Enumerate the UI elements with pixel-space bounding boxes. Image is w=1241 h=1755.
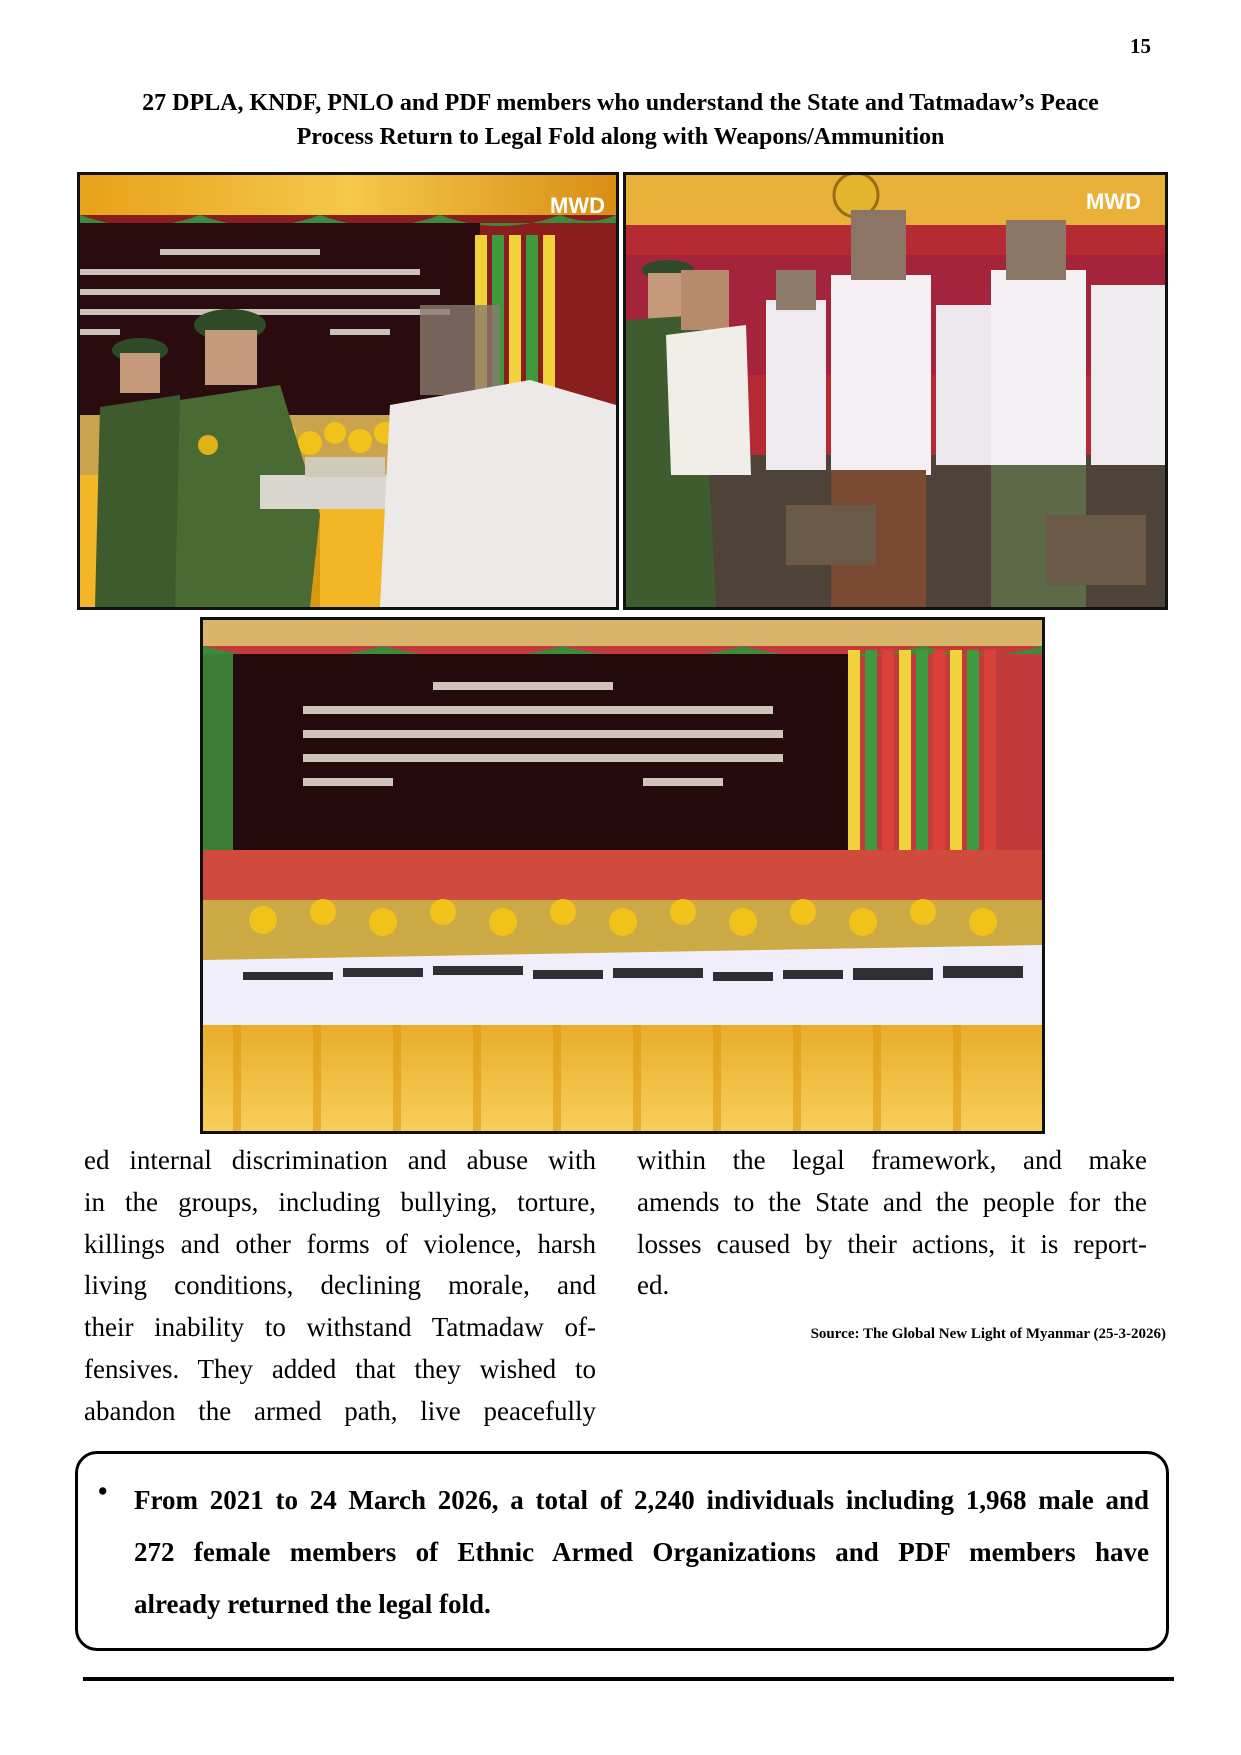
- article-line: in the groups, including bullying, torture,: [84, 1186, 596, 1217]
- callout-line: 272 female members of Ethnic Armed Organizations and PDF members have: [134, 1537, 1149, 1567]
- article-column-right: [637, 1140, 1147, 1307]
- title-line: Process Return to Legal Fold along with Weapons/Ammunition: [296, 124, 945, 150]
- photo-group: [623, 172, 1168, 610]
- article-column-left: [84, 1140, 596, 1433]
- footer-divider: [83, 1677, 1174, 1681]
- article-line: their inability to withstand Tatmadaw of-: [84, 1312, 596, 1343]
- page-title: [60, 86, 1181, 154]
- photo-watermark: MWD: [550, 193, 605, 218]
- article-line: fensives. They added that they wished to: [84, 1353, 596, 1384]
- article-line: living conditions, declining morale, and: [84, 1270, 596, 1301]
- article-line: killings and other forms of violence, harsh: [84, 1228, 596, 1259]
- bullet-point: •: [98, 1476, 108, 1506]
- photo-watermark: MWD: [1086, 189, 1141, 214]
- photo-handover: [77, 172, 619, 610]
- photo-weapons: [200, 617, 1045, 1134]
- article-line: amends to the State and the people for the: [637, 1186, 1147, 1217]
- summary-callout: [75, 1451, 1169, 1651]
- article-line: ed.: [637, 1270, 670, 1301]
- article-line: losses caused by their actions, it is report-: [637, 1228, 1147, 1259]
- article-line: within the legal framework, and make: [637, 1145, 1147, 1175]
- article-line: abandon the armed path, live peacefully: [84, 1395, 596, 1426]
- callout-text: [134, 1474, 1149, 1630]
- article-line: ed internal discrimination and abuse with: [84, 1145, 596, 1175]
- callout-line: already returned the legal fold.: [134, 1589, 491, 1619]
- callout-line: From 2021 to 24 March 2026, a total of 2,240 individuals including 1,968 male and: [134, 1485, 1149, 1515]
- source-credit: Source: The Global New Light of Myanmar (25-3-2026): [810, 1326, 1166, 1342]
- page-number: 15: [1130, 34, 1151, 58]
- title-line: 27 DPLA, KNDF, PNLO and PDF members who understand the State and Tatmadaw’s Peace: [142, 90, 1099, 116]
